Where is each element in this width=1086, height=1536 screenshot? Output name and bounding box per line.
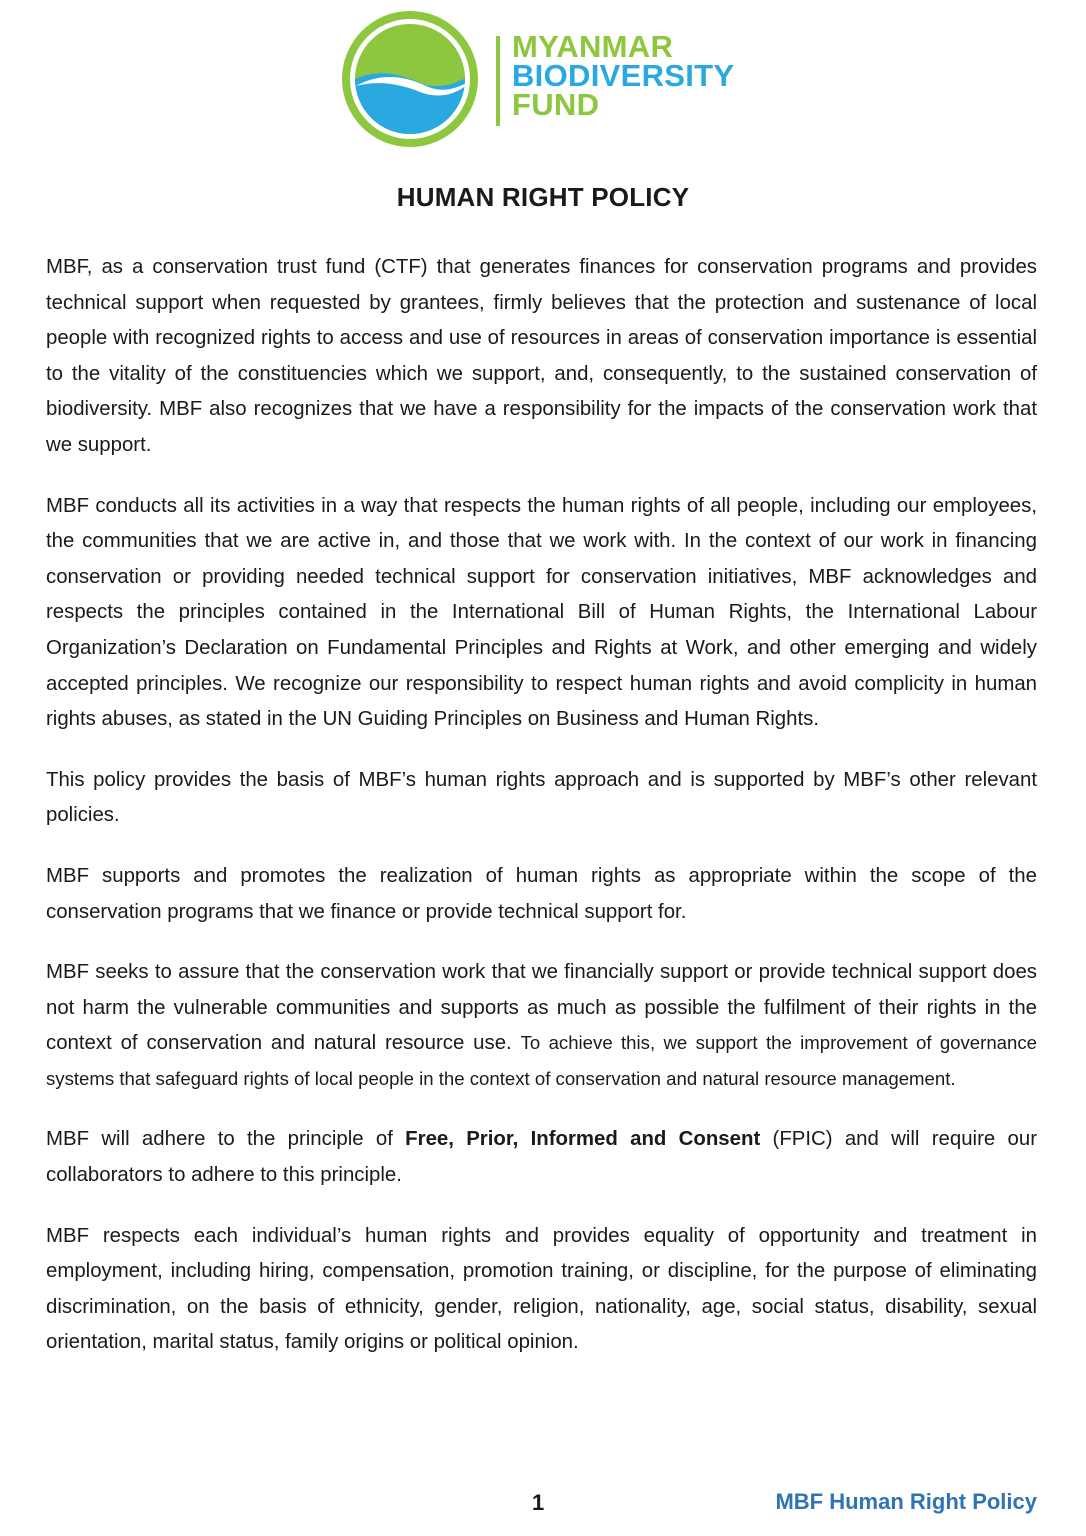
- fpic-bold-term: Free, Prior, Informed and Consent: [405, 1128, 761, 1151]
- mbf-logo: [336, 6, 756, 156]
- fpic-text-after: (FPIC) and will require our collaborators to adhere to this principle.: [46, 1128, 1037, 1187]
- paragraph-equal-opportunity: MBF respects each individual’s human rights and provides equality of opportunity and treatment in employment, including hiring, compensation, promotion training, or discipline, for the purpose of eliminating discrimination, on the basis of ethnicity, gender, religion, nationality, age, social status, disability, sexual orientation, marital status, family origins or political opinion.: [46, 1224, 1037, 1354]
- page-title: HUMAN RIGHT POLICY: [396, 182, 690, 212]
- page-number: 1: [532, 1490, 545, 1515]
- logo-line-fund: FUND: [512, 87, 600, 122]
- fpic-text-before: MBF will adhere to the principle of: [46, 1128, 406, 1151]
- logo-line-myanmar: MYANMAR: [512, 29, 674, 64]
- paragraph-do-no-harm-governance: To achieve this, we support the improvement of governance systems that safeguard rights of local people in the context of conservation and natural resource management.: [46, 1032, 1038, 1089]
- policy-body: [46, 250, 1037, 1386]
- logo-line-biodiversity: BIODIVERSITY: [512, 58, 735, 93]
- footer-doc-title: MBF Human Right Policy: [775, 1489, 1037, 1514]
- logo-wordmark: [512, 29, 735, 122]
- paragraph-do-no-harm: [46, 955, 1037, 1097]
- paragraph-policy-basis: This policy provides the basis of MBF’s human rights approach and is supported by MBF’s other relevant policies.: [46, 768, 1037, 827]
- paragraph-do-no-harm-main: MBF seeks to assure that the conservation work that we financially support or provide technical support does not harm the vulnerable communities and supports as much as possible the fulfilment of their rights in the context of conservation and natural resource use.: [46, 961, 1037, 1055]
- paragraph-ctf-commitment: MBF, as a conservation trust fund (CTF) that generates finances for conservation programs and provides technical support when requested by grantees, firmly believes that the protection and sustenance of local people with recognized rights to access and use of resources in areas of conservation importance is essential to the vitality of the constituencies which we support, and, consequently, to the sustained conservation of biodiversity. MBF also recognizes that we have a responsibility for the impacts of the conservation work that we support.: [46, 256, 1037, 456]
- paragraph-promote-realization: MBF supports and promotes the realization of human rights as appropriate within the scope of the conservation programs that we finance or provide technical support for.: [46, 864, 1037, 923]
- paragraph-fpic: [46, 1122, 1037, 1193]
- paragraph-respect-human-rights: MBF conducts all its activities in a way that respects the human rights of all people, including our employees, the communities that we are active in, and those that we work with. In the context of our work in financing conservation or providing needed technical support for conservation initiatives, MBF acknowledges and respects the principles contained in the International Bill of Human Rights, the International Labour Organization’s Declaration on Fundamental Principles and Rights at Work, and other emerging and widely accepted principles. We recognize our responsibility to respect human rights and avoid complicity in human rights abuses, as stated in the UN Guiding Principles on Business and Human Rights.: [46, 494, 1037, 731]
